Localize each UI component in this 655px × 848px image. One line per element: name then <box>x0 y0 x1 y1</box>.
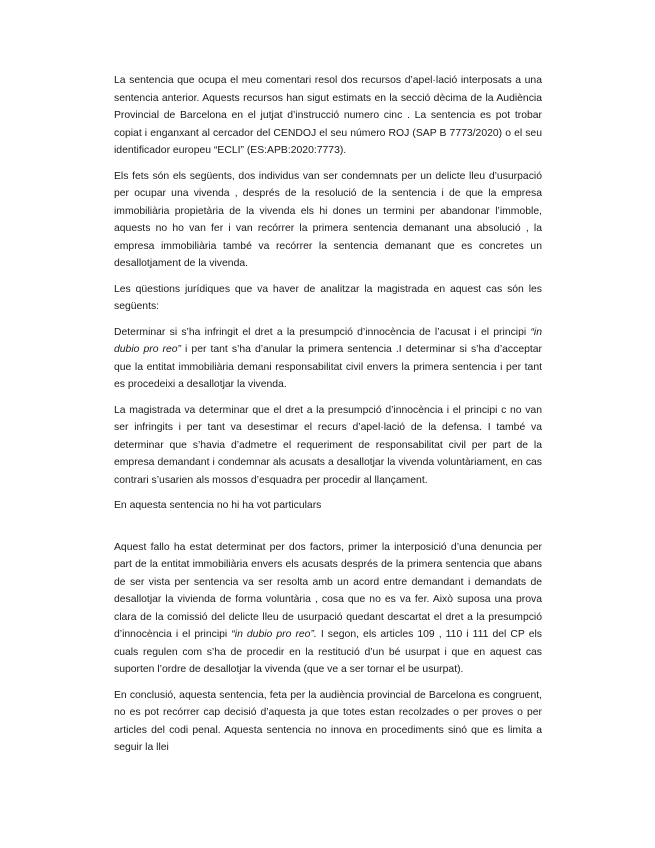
paragraph-ruling: La magistrada va determinar que el dret a la presumpció d’innocència i el principi c no van ser infringits i per tant va desestimar el recurs d’apel·lació de la defensa. I també va determinar que s’havia d’admetre el requeriment de responsabilitat civil per part de la empresa demandant i condemnar als acusats a desallotjar la vivenda voluntàriament, en cas contrari s’usarien als mossos d’esquadra per procedir al llançament. <box>114 404 542 486</box>
latin-principle-italic-2: “in dubio pro reo”. <box>231 629 317 640</box>
paragraph-introduction: La sentencia que ocupa el meu comentari resol dos recursos d’apel·lació interposats a una sentencia anterior. Aquests recursos han sigut estimats en la secció dècima de la Audiència Provincial de Barcelona en el jutjat d’instrucció numero cinc . La sentencia es pot trobar copiat i enganxant al cercador del CENDOJ el seu número ROJ (SAP B 7773/2020) o el seu identificador europeu “ECLI” (ES:APB:2020:7773). <box>114 75 542 156</box>
document-body <box>114 72 542 765</box>
paragraph-facts: Els fets són els següents, dos individus van ser condemnats per un delicte lleu d’usurpació per ocupar una vivenda , després de la resolució de la sentencia i de que la empresa immobiliària propietària de la vivenda els hi dones un termini per abandonar l’immoble, aquests no ho van fer i van recórrer la primera sentencia demanant una absolució , la empresa immobiliària també va recórrer la sentencia demanant que es concretes un desallotjament de la vivenda. <box>114 170 542 269</box>
paragraph-conclusion: En conclusió, aquesta sentencia, feta per la audiència provincial de Barcelona es congruent, no es pot recórrer cap decisió d’aquesta ja que totes estan recolzades o per proves o per articles del codi penal. Aquesta sentencia no innova en procediments sinó que es limita a seguir la llei <box>114 689 542 753</box>
questions-text-after: i per tant s’ha d’anular la primera sentencia .I determinar si s’ha d’acceptar que la entitat immobiliària demani responsabilitat civil envers la primera sentencia i per tant es procedeixi a desallotjar la vivenda. <box>114 344 542 390</box>
paragraph-reasoning <box>114 539 542 679</box>
paragraph-legal-questions: Les qüestions jurídiques que va haver de analitzar la magistrada en aquest cas són les següents: <box>114 283 542 312</box>
paragraph-questions-detail <box>114 324 542 394</box>
latin-principle-italic: “in dubio pro reo” <box>114 326 542 355</box>
paragraph-dissenting-votes: En aquesta sentencia no hi ha vot particulars <box>114 500 322 511</box>
reasoning-text-after: I segon, els articles 109 , 110 i 111 del CP els cuals regulen com s’ha de procedir en la restitució d’un bé usurpat i que en aquest cas suporten l’ordre de desallotjar la vivenda (que ve a ser tornar el be usurpat). <box>114 629 542 675</box>
questions-text-before: Determinar si s’ha infringit el dret a la presumpció d’innocència de l’acusat i el principi <box>114 326 531 338</box>
reasoning-text-before: Aquest fallo ha estat determinat per dos factors, primer la interposició d’una denuncia per part de la entitat immobiliària envers els acusats després de la primera sentencia que abans de ser vista per sentencia va ser resolta amb un acord entre demandant i demandats de desallotjar la vivienda de forma voluntària , cosa que no es va fer. Això suposa una prova clara de la comissió del delicte lleu de usurpació quedant descartat el dret a la presumpció d’innocència i el principi <box>114 541 542 640</box>
